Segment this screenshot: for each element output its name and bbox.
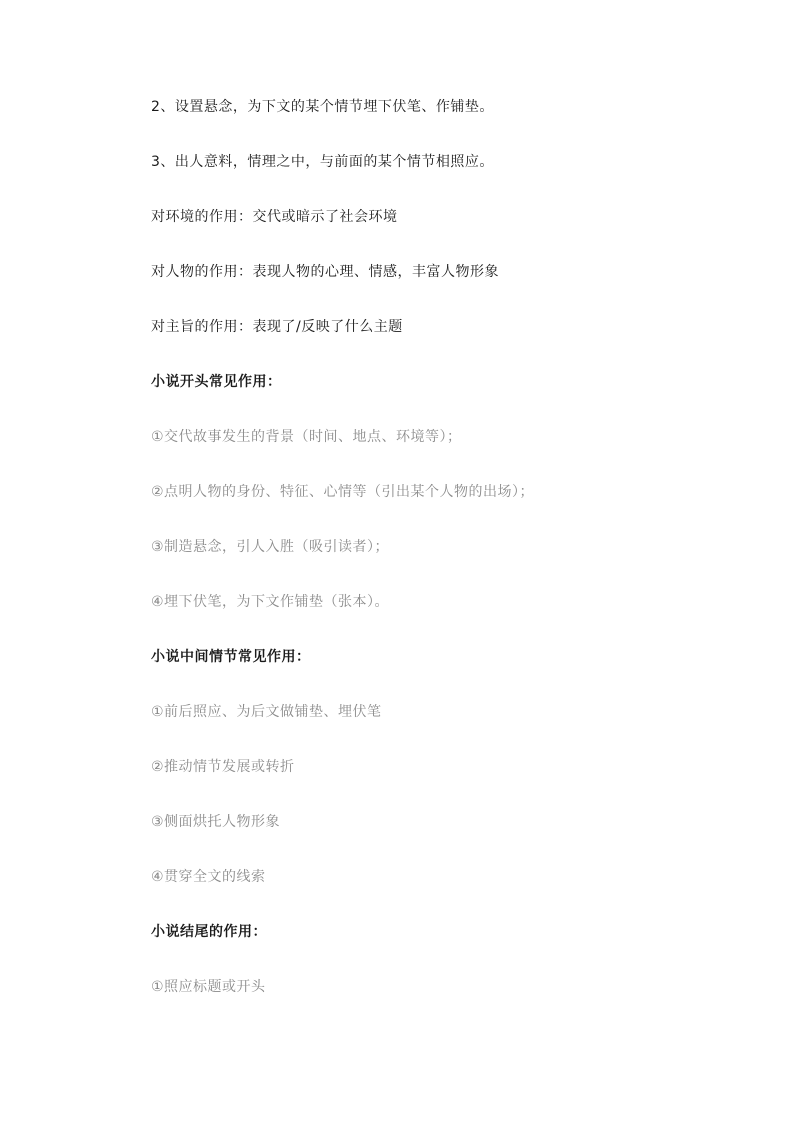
opening-item: ④埋下伏笔，为下文作铺垫（张本）。 <box>151 594 390 610</box>
middle-item: ②推动情节发展或转折 <box>151 759 295 775</box>
plot-point-2: 2、设置悬念，为下文的某个情节埋下伏笔、作铺垫。 <box>151 99 494 115</box>
opening-item: ②点明人物的身份、特征、心情等（引出某个人物的出场）； <box>151 484 535 500</box>
middle-heading: 小说中间情节常见作用： <box>151 649 311 665</box>
middle-item: ④贯穿全文的线索 <box>151 869 266 885</box>
opening-item: ①交代故事发生的背景（时间、地点、环境等）； <box>151 429 462 445</box>
middle-item: ①前后照应、为后文做铺垫、埋伏笔 <box>151 704 382 720</box>
opening-heading: 小说开头常见作用： <box>151 374 282 390</box>
plot-point-3: 3、出人意料，情理之中，与前面的某个情节相照应。 <box>151 154 494 170</box>
theme-effect: 对主旨的作用：表现了/反映了什么主题 <box>151 319 403 335</box>
opening-item: ③制造悬念，引人入胜（吸引读者）； <box>151 539 390 555</box>
ending-item: ①照应标题或开头 <box>151 979 266 995</box>
middle-item: ③侧面烘托人物形象 <box>151 814 281 830</box>
environment-effect: 对环境的作用：交代或暗示了社会环境 <box>151 209 398 225</box>
ending-heading: 小说结尾的作用： <box>151 924 267 940</box>
character-effect: 对人物的作用：表现人物的心理、情感，丰富人物形象 <box>151 264 499 280</box>
